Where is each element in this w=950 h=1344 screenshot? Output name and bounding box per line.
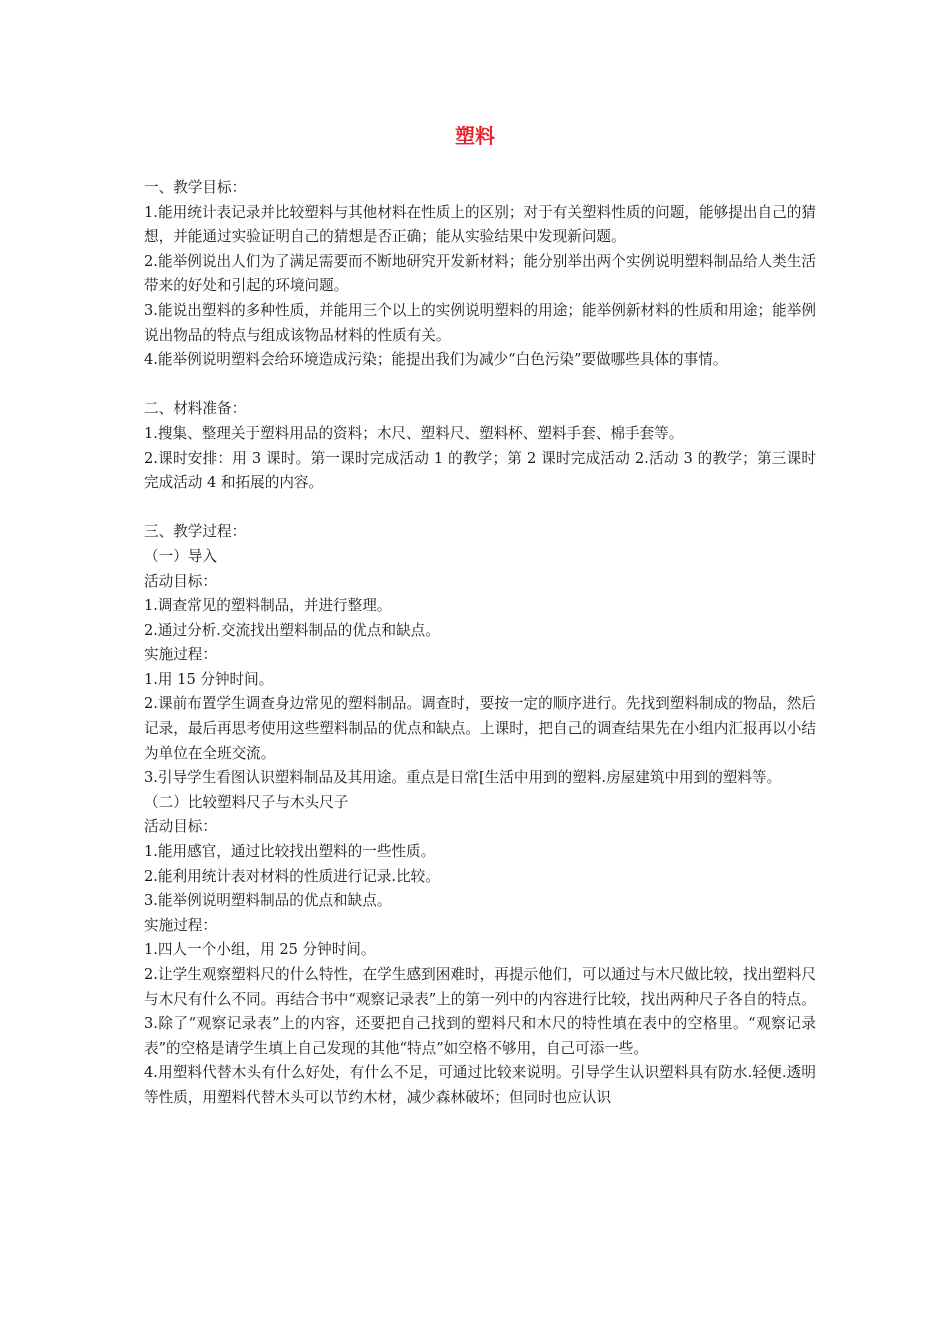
- implementation-step: 2.课前布置学生调查身边常见的塑料制品。调查时，要按一定的顺序进行。先找到塑料制成的物品，然后记录，最后再思考使用这些塑料制品的优点和缺点。上课时，把自己的调查结果先在小组内汇报再以小结为单位在全班交流。: [144, 695, 816, 762]
- implementation-step: 3.引导学生看图认识塑料制品及其用途。重点是日常[生活中用到的塑料.房屋建筑中用到的塑料等。: [144, 769, 782, 787]
- activity-goal-item: 1.能用感官，通过比较找出塑料的一些性质。: [144, 843, 436, 861]
- document-title: 塑料: [455, 124, 495, 148]
- implementation-step: 3.除了“观察记录表”上的内容，还要把自己找到的塑料尺和木尺的特性填在表中的空格里。“观察记录表”的空格是请学生填上自己发现的其他“特点”如空格不够用，自己可添一些。: [144, 1015, 816, 1057]
- section-heading-materials: 二、材料准备：: [144, 400, 247, 418]
- implementation-step: 4.用塑料代替木头有什么好处，有什么不足，可通过比较来说明。引导学生认识塑料具有防水.轻便.透明等性质，用塑料代替木头可以节约木材，减少森林破坏；但同时也应认识: [144, 1064, 816, 1106]
- activity-goal-item: 2.通过分析.交流找出塑料制品的优点和缺点。: [144, 621, 440, 639]
- document-body: [144, 176, 816, 1111]
- implementation-step: 2.让学生观察塑料尺的什么特性，在学生感到困难时，再提示他们，可以通过与木尺做比较，找出塑料尺与木尺有什么不同。再结合书中“观察记录表”上的第一列中的内容进行比较，找出两种尺子各自的特点。: [144, 966, 816, 1008]
- activity-goal-label: 活动目标：: [144, 818, 217, 836]
- objective-item: 3.能说出塑料的多种性质，并能用三个以上的实例说明塑料的用途；能举例新材料的性质和用途；能举例说出物品的特点与组成该物品材料的性质有关。: [144, 301, 816, 344]
- objective-item: 2.能举例说出人们为了满足需要而不断地研究开发新材料；能分别举出两个实例说明塑料制品给人类生活带来的好处和引起的环境问题。: [144, 252, 816, 295]
- subsection-heading-intro: （一）导入: [144, 547, 217, 565]
- implementation-step: 1.四人一个小组，用 25 分钟时间。: [144, 941, 376, 959]
- activity-goal-item: 3.能举例说明塑料制品的优点和缺点。: [144, 892, 392, 910]
- section-heading-objectives: 一、教学目标：: [144, 179, 247, 196]
- activity-goal-item: 1.调查常见的塑料制品，并进行整理。: [144, 597, 392, 615]
- materials-item: 1.搜集、整理关于塑料用品的资料；木尺、塑料尺、塑料杯、塑料手套、棉手套等。: [144, 424, 684, 442]
- section-spacer: [144, 496, 816, 521]
- implementation-label: 实施过程：: [144, 916, 217, 934]
- objective-item: 4.能举例说明塑料会给环境造成污染；能提出我们为减少“白色污染”要做哪些具体的事情。: [144, 351, 728, 369]
- section-heading-process: 三、教学过程：: [144, 523, 247, 541]
- implementation-label: 实施过程：: [144, 646, 217, 664]
- objective-item: 1.能用统计表记录并比较塑料与其他材料在性质上的区别；对于有关塑料性质的问题，能够提出自己的猜想，并能通过实验证明自己的猜想是否正确；能从实验结果中发现新问题。: [144, 203, 816, 246]
- section-spacer: [144, 373, 816, 398]
- materials-item: 2.课时安排：用 3 课时。第一课时完成活动 1 的教学；第 2 课时完成活动 2.活动 3 的教学；第三课时完成活动 4 和拓展的内容。: [144, 449, 816, 492]
- subsection-heading-compare: （二）比较塑料尺子与木头尺子: [144, 793, 349, 811]
- activity-goal-label: 活动目标：: [144, 572, 217, 590]
- activity-goal-item: 2.能利用统计表对材料的性质进行记录.比较。: [144, 867, 440, 885]
- implementation-step: 1.用 15 分钟时间。: [144, 670, 274, 688]
